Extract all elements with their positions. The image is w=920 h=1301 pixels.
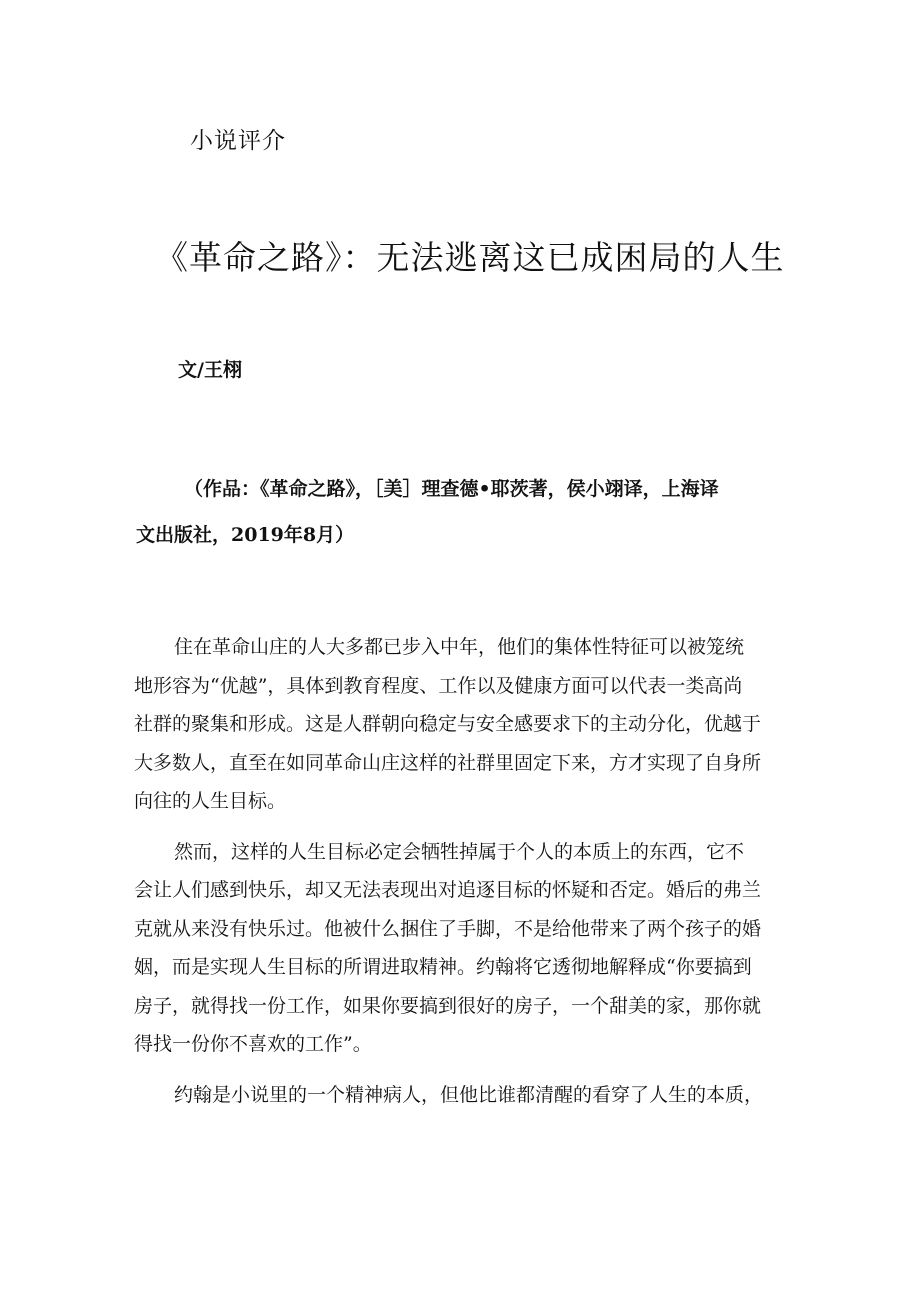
paragraph [134, 628, 814, 821]
paragraph-line: 约翰是小说里的一个精神病人，但他比谁都清醒的看穿了人生的本质， [174, 1083, 764, 1106]
article-title: 《革命之路》：无法逃离这已成困局的人生 [155, 238, 785, 277]
paragraph-line: 大多数人，直至在如同革命山庄这样的社群里固定下来，方才实现了自身所 [134, 751, 762, 774]
work-info-line: 文出版社，2019年8月） [136, 524, 355, 546]
paragraph-line: 社群的聚集和形成。这是人群朝向稳定与安全感要求下的主动分化，优越于 [134, 713, 762, 735]
work-info [136, 466, 806, 558]
paragraph-line: 然而，这样的人生目标必定会牺牲掉属于个人的本质上的东西，它不 [174, 840, 745, 863]
paragraph-line: 得找一份你不喜欢的工作”。 [134, 1033, 372, 1055]
paragraph [134, 833, 814, 1064]
work-info-line: （作品：《革命之路》，［美］理查德•耶茨著，侯小翊译，上海译 [184, 478, 719, 500]
paragraph-line: 地形容为“优越”，具体到教育程度、工作以及健康方面可以代表一类高尚 [134, 674, 743, 697]
paragraph-line: 向往的人生目标。 [134, 790, 287, 812]
paragraph-line: 住在革命山庄的人大多都已步入中年，他们的集体性特征可以被笼统 [174, 636, 745, 658]
paragraph-line: 会让人们感到快乐，却又无法表现出对追逐目标的怀疑和否定。婚后的弗兰 [134, 879, 762, 901]
section-label: 小说评介 [190, 128, 286, 154]
paragraph [134, 1076, 814, 1115]
author-byline: 文/王栩 [178, 359, 242, 381]
paragraph-line: 房子，就得找一份工作，如果你要搞到很好的房子，一个甜美的家，那你就 [134, 994, 762, 1017]
article-body [134, 628, 814, 1126]
paragraph-line: 克就从来没有快乐过。他被什么捆住了手脚，不是给他带来了两个孩子的婚 [134, 917, 762, 940]
paragraph-line: 姻，而是实现人生目标的所谓进取精神。约翰将它透彻地解释成“你要搞到 [134, 956, 752, 978]
